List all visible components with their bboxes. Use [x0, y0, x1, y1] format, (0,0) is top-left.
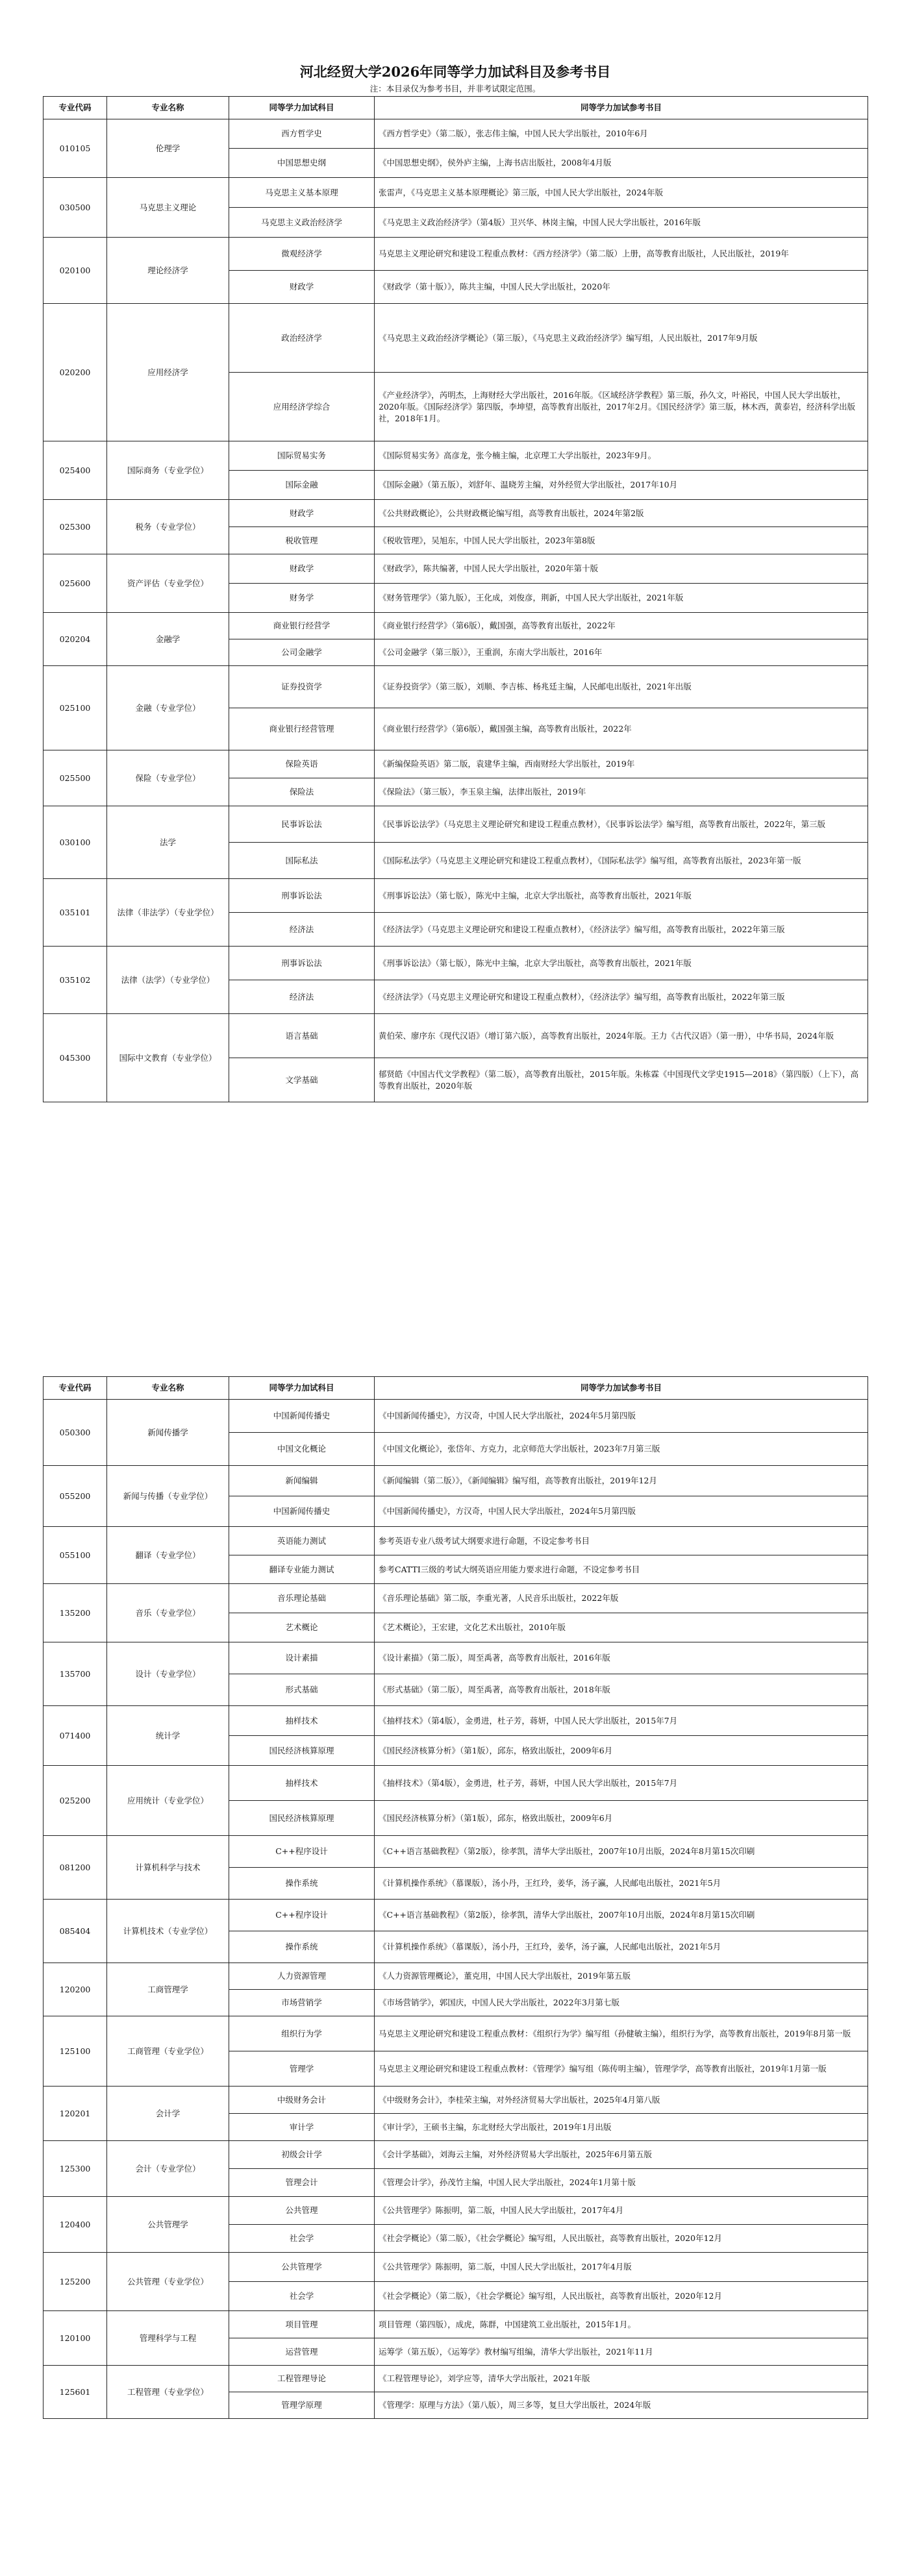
- exam-subject: 语言基础: [229, 1014, 375, 1058]
- exam-subject: 税收管理: [229, 527, 375, 554]
- reference-table-2: [43, 1376, 868, 2419]
- exam-subject: 管理学原理: [229, 2392, 375, 2419]
- reference-books: 运筹学（第五版），《运筹学》教材编写组编，清华大学出版社，2021年11月: [375, 2338, 868, 2366]
- reference-books: 《计算机操作系统》（慕课版），汤小丹，王红玲，姜华，汤子瀛，人民邮电出版社，2021年5月: [375, 1868, 868, 1900]
- exam-subject: 人力资源管理: [229, 1963, 375, 1990]
- document-title: 河北经贸大学2026年同等学力加试科目及参考书目: [299, 64, 611, 80]
- major-name: 设计（专业学位）: [107, 1642, 229, 1706]
- table-row: [44, 441, 868, 471]
- exam-subject: 中国文化概论: [229, 1433, 375, 1466]
- exam-subject: 刑事诉讼法: [229, 947, 375, 980]
- reference-books: 黄伯荣、廖序东《现代汉语》（增订第六版），高等教育出版社，2024年版。王力《古代汉语》（第一册），中华书局，2024年版: [375, 1014, 868, 1058]
- exam-subject: 公司金融学: [229, 639, 375, 666]
- exam-subject: 马克思主义基本原理: [229, 178, 375, 208]
- reference-books: 参考CATTI三级的考试大纲英语应用能力要求进行命题，不设定参考书目: [375, 1555, 868, 1584]
- reference-books: 《公共财政概论》，公共财政概论编写组，高等教育出版社，2024年第2版: [375, 500, 868, 527]
- exam-subject: 管理学: [229, 2051, 375, 2087]
- reference-books: 《产业经济学》，芮明杰，上海财经大学出版社，2016年版。《区域经济学教程》第三版，孙久文，叶裕民，中国人民大学出版社，2020年版。《国际经济学》第四版，李坤望，高等教育出版社，2017年2月。《国民经济学》第三版，林木西，黄泰岩，经济科学出版社，2018年1月。: [375, 373, 868, 441]
- table-row: [44, 2141, 868, 2169]
- major-name: 音乐（专业学位）: [107, 1584, 229, 1642]
- major-name: 应用经济学: [107, 304, 229, 441]
- exam-subject: 抽样技术: [229, 1706, 375, 1736]
- exam-subject: 市场营销学: [229, 1990, 375, 2016]
- exam-subject: 音乐理论基础: [229, 1584, 375, 1613]
- major-name: 国际中文教育（专业学位）: [107, 1014, 229, 1102]
- major-code: 030500: [44, 178, 107, 238]
- reference-books: 《国际金融》（第五版），刘舒年、温晓芳主编，对外经贸大学出版社，2017年10月: [375, 471, 868, 500]
- reference-books: 项目管理（第四版），成虎，陈群，中国建筑工业出版社，2015年1月。: [375, 2311, 868, 2338]
- exam-subject: 财政学: [229, 500, 375, 527]
- document-page-1: [43, 62, 867, 1102]
- exam-subject: 公共管理: [229, 2197, 375, 2225]
- major-name: 计算机技术（专业学位）: [107, 1900, 229, 1963]
- major-name: 工商管理（专业学位）: [107, 2016, 229, 2087]
- reference-books: 马克思主义理论研究和建设工程重点教材：《组织行为学》编写组（孙健敏主编），组织行为学，高等教育出版社，2019年8月第一版: [375, 2016, 868, 2051]
- major-name: 金融（专业学位）: [107, 666, 229, 750]
- major-code: 120200: [44, 1963, 107, 2016]
- exam-subject: 财政学: [229, 554, 375, 584]
- major-code: 120400: [44, 2197, 107, 2253]
- reference-books: 《公司金融学（第三版）》，王重润，东南大学出版社，2016年: [375, 639, 868, 666]
- major-code: 120100: [44, 2311, 107, 2366]
- reference-books: 《会计学基础》，刘海云主编，对外经济贸易大学出版社，2025年6月第五版: [375, 2141, 868, 2169]
- exam-subject: 新闻编辑: [229, 1466, 375, 1496]
- exam-subject: 微观经济学: [229, 238, 375, 271]
- major-name: 资产评估（专业学位）: [107, 554, 229, 613]
- reference-books: 《计算机操作系统》（慕课版），汤小丹，王红玲，姜华，汤子瀛，人民邮电出版社，2021年5月: [375, 1931, 868, 1963]
- major-code: 125100: [44, 2016, 107, 2087]
- major-name: 法学: [107, 806, 229, 879]
- major-name: 保险（专业学位）: [107, 750, 229, 806]
- reference-books: 《证券投资学》（第三版），刘顺、李吉栋、杨兆廷主编，人民邮电出版社，2021年出版: [375, 666, 868, 708]
- reference-books: 《新编保险英语》第二版，袁建华主编，西南财经大学出版社，2019年: [375, 750, 868, 778]
- table-row: [44, 238, 868, 271]
- table-row: [44, 1766, 868, 1801]
- exam-subject: 刑事诉讼法: [229, 879, 375, 913]
- exam-subject: 国民经济核算原理: [229, 1736, 375, 1766]
- major-code: 055100: [44, 1527, 107, 1584]
- major-name: 翻译（专业学位）: [107, 1527, 229, 1584]
- major-code: 125200: [44, 2253, 107, 2311]
- table-row: [44, 1466, 868, 1496]
- major-code: 035101: [44, 879, 107, 947]
- reference-books: 《中国新闻传播史》，方汉奇，中国人民大学出版社，2024年5月第四版: [375, 1400, 868, 1433]
- document-page-2: [43, 1376, 867, 2419]
- header-books: 同等学力加试参考书目: [375, 97, 868, 119]
- major-code: 035102: [44, 947, 107, 1014]
- exam-subject: 抽样技术: [229, 1766, 375, 1801]
- exam-subject: 证券投资学: [229, 666, 375, 708]
- table-row: [44, 1014, 868, 1058]
- major-code: 020100: [44, 238, 107, 304]
- major-code: 135200: [44, 1584, 107, 1642]
- major-name: 公共管理学: [107, 2197, 229, 2253]
- exam-subject: 经济法: [229, 913, 375, 947]
- header-major: 专业名称: [107, 1377, 229, 1400]
- table-row: [44, 500, 868, 527]
- major-name: 计算机科学与技术: [107, 1836, 229, 1900]
- table-row: [44, 1400, 868, 1433]
- table-row: [44, 2087, 868, 2114]
- reference-books: 郁贤皓《中国古代文学教程》（第二版），高等教育出版社，2015年版。朱栋霖《中国现代文学史1915—2018》（第四版）（上下），高等教育出版社，2020年版: [375, 1058, 868, 1102]
- reference-books: 参考英语专业八级考试大纲要求进行命题，不设定参考书目: [375, 1527, 868, 1555]
- major-code: 085404: [44, 1900, 107, 1963]
- table-row: [44, 2311, 868, 2338]
- reference-books: 《社会学概论》（第二版），《社会学概论》编写组，人民出版社，高等教育出版社，2020年12月: [375, 2282, 868, 2311]
- table-row: [44, 1642, 868, 1674]
- major-name: 工商管理学: [107, 1963, 229, 2016]
- reference-books: 《西方哲学史》（第二版），张志伟主编，中国人民大学出版社，2010年6月: [375, 119, 868, 149]
- table-row: [44, 1706, 868, 1736]
- exam-subject: 国际金融: [229, 471, 375, 500]
- reference-books: 《马克思主义政治经济学》（第4版）卫兴华、林岗主编，中国人民大学出版社，2016年版: [375, 208, 868, 238]
- exam-subject: 中国新闻传播史: [229, 1496, 375, 1527]
- exam-subject: 国际贸易实务: [229, 441, 375, 471]
- major-name: 伦理学: [107, 119, 229, 178]
- table-row: [44, 1527, 868, 1555]
- table-row: [44, 879, 868, 913]
- reference-books: 《社会学概论》（第二版），《社会学概论》编写组，人民出版社，高等教育出版社，2020年12月: [375, 2225, 868, 2253]
- major-name: 公共管理（专业学位）: [107, 2253, 229, 2311]
- major-name: 会计（专业学位）: [107, 2141, 229, 2197]
- header-subject: 同等学力加试科目: [229, 97, 375, 119]
- reference-books: 《公共管理学》陈振明，第二版，中国人民大学出版社，2017年4月版: [375, 2253, 868, 2282]
- exam-subject: 商业银行经营管理: [229, 708, 375, 750]
- table-row: [44, 806, 868, 843]
- reference-books: 《管理会计学》，孙茂竹主编，中国人民大学出版社，2024年1月第十版: [375, 2169, 868, 2197]
- major-name: 金融学: [107, 613, 229, 666]
- exam-subject: 项目管理: [229, 2311, 375, 2338]
- major-name: 理论经济学: [107, 238, 229, 304]
- major-code: 025500: [44, 750, 107, 806]
- reference-table-1: [43, 96, 868, 1102]
- exam-subject: 民事诉讼法: [229, 806, 375, 843]
- reference-books: 马克思主义理论研究和建设工程重点教材：《管理学》编写组（陈传明主编），管理学学，高等教育出版社，2019年1月第一版: [375, 2051, 868, 2087]
- reference-books: 马克思主义理论研究和建设工程重点教材：《西方经济学》（第二版）上册，高等教育出版社，人民出版社，2019年: [375, 238, 868, 271]
- table-row: [44, 1900, 868, 1931]
- header-subject: 同等学力加试科目: [229, 1377, 375, 1400]
- reference-books: 《形式基础》（第二版），周至禹著，高等教育出版社，2018年版: [375, 1674, 868, 1706]
- reference-books: 《C++语言基础教程》（第2版），徐孝凯，清华大学出版社，2007年10月出版，2024年8月第15次印刷: [375, 1900, 868, 1931]
- reference-books: 《抽样技术》（第4版），金勇进，杜子芳，蒋妍，中国人民大学出版社，2015年7月: [375, 1766, 868, 1801]
- major-code: 055200: [44, 1466, 107, 1527]
- reference-books: 《中级财务会计》，李桂荣主编，对外经济贸易大学出版社，2025年4月第八版: [375, 2087, 868, 2114]
- reference-books: 《马克思主义政治经济学概论》（第三版），《马克思主义政治经济学》编写组，人民出版社，2017年9月版: [375, 304, 868, 373]
- reference-books: 《艺术概论》，王宏建，文化艺术出版社，2010年版: [375, 1613, 868, 1642]
- table-row: [44, 1963, 868, 1990]
- reference-books: 《税收管理》，吴旭东，中国人民大学出版社，2023年第8版: [375, 527, 868, 554]
- major-code: 010105: [44, 119, 107, 178]
- major-name: 法律（法学）（专业学位）: [107, 947, 229, 1014]
- exam-subject: 设计素描: [229, 1642, 375, 1674]
- major-code: 081200: [44, 1836, 107, 1900]
- exam-subject: 翻译专业能力测试: [229, 1555, 375, 1584]
- exam-subject: 应用经济学综合: [229, 373, 375, 441]
- table-header-row: [44, 1377, 868, 1400]
- table-row: [44, 1584, 868, 1613]
- reference-books: 《审计学》，王硕书主编，东北财经大学出版社，2019年1月出版: [375, 2114, 868, 2141]
- table-row: [44, 2197, 868, 2225]
- major-code: 050300: [44, 1400, 107, 1466]
- exam-subject: 商业银行经营学: [229, 613, 375, 639]
- table-row: [44, 947, 868, 980]
- table-row: [44, 2253, 868, 2282]
- document-note: 注：本目录仅为参考书目，并非考试限定范围。: [369, 84, 541, 93]
- major-name: 新闻传播学: [107, 1400, 229, 1466]
- header-code: 专业代码: [44, 97, 107, 119]
- major-name: 马克思主义理论: [107, 178, 229, 238]
- reference-books: 《人力资源管理概论》，董克用，中国人民大学出版社，2019年第五版: [375, 1963, 868, 1990]
- major-name: 应用统计（专业学位）: [107, 1766, 229, 1836]
- reference-books: 《刑事诉讼法》（第七版），陈光中主编，北京大学出版社，高等教育出版社，2021年版: [375, 879, 868, 913]
- reference-books: 《工程管理导论》，刘学应等，清华大学出版社，2021年版: [375, 2366, 868, 2392]
- exam-subject: 中国新闻传播史: [229, 1400, 375, 1433]
- exam-subject: 初级会计学: [229, 2141, 375, 2169]
- header-code: 专业代码: [44, 1377, 107, 1400]
- major-code: 045300: [44, 1014, 107, 1102]
- major-name: 国际商务（专业学位）: [107, 441, 229, 500]
- major-name: 会计学: [107, 2087, 229, 2141]
- exam-subject: 保险英语: [229, 750, 375, 778]
- exam-subject: 文学基础: [229, 1058, 375, 1102]
- table-row: [44, 2016, 868, 2051]
- reference-books: 《管理学：原理与方法》（第八版），周三多等，复旦大学出版社，2024年版: [375, 2392, 868, 2419]
- exam-subject: 中级财务会计: [229, 2087, 375, 2114]
- reference-books: 《音乐理论基础》第二版，李重光著，人民音乐出版社，2022年版: [375, 1584, 868, 1613]
- exam-subject: 国际私法: [229, 843, 375, 879]
- exam-subject: 英语能力测试: [229, 1527, 375, 1555]
- reference-books: 《市场营销学》，郭国庆，中国人民大学出版社，2022年3月第七版: [375, 1990, 868, 2016]
- reference-books: 《商业银行经营学》（第6版），戴国强，高等教育出版社，2022年: [375, 613, 868, 639]
- major-code: 020204: [44, 613, 107, 666]
- exam-subject: 国民经济核算原理: [229, 1801, 375, 1836]
- major-code: 030100: [44, 806, 107, 879]
- header-major: 专业名称: [107, 97, 229, 119]
- reference-books: 《刑事诉讼法》（第七版），陈光中主编，北京大学出版社，高等教育出版社，2021年版: [375, 947, 868, 980]
- exam-subject: 管理会计: [229, 2169, 375, 2197]
- reference-books: 《财务管理学》（第九版），王化成，刘俊彦，荆新，中国人民大学出版社，2021年版: [375, 584, 868, 613]
- exam-subject: 中国思想史纲: [229, 149, 375, 178]
- exam-subject: 财政学: [229, 271, 375, 304]
- exam-subject: 经济法: [229, 980, 375, 1014]
- major-name: 法律（非法学）（专业学位）: [107, 879, 229, 947]
- exam-subject: 马克思主义政治经济学: [229, 208, 375, 238]
- major-code: 020200: [44, 304, 107, 441]
- table-row: [44, 178, 868, 208]
- reference-books: 《经济法学》（马克思主义理论研究和建设工程重点教材），《经济法学》编写组，高等教育出版社，2022年第三版: [375, 980, 868, 1014]
- exam-subject: 工程管理导论: [229, 2366, 375, 2392]
- major-code: 025100: [44, 666, 107, 750]
- table-header-row: [44, 97, 868, 119]
- major-code: 125601: [44, 2366, 107, 2419]
- exam-subject: 审计学: [229, 2114, 375, 2141]
- reference-books: 张雷声，《马克思主义基本原理概论》第三版，中国人民大学出版社，2024年版: [375, 178, 868, 208]
- major-code: 135700: [44, 1642, 107, 1706]
- major-name: 统计学: [107, 1706, 229, 1766]
- table-row: [44, 2366, 868, 2392]
- major-code: 025400: [44, 441, 107, 500]
- major-code: 025600: [44, 554, 107, 613]
- reference-books: 《财政学》，陈共编著，中国人民大学出版社，2020年第十版: [375, 554, 868, 584]
- major-name: 管理科学与工程: [107, 2311, 229, 2366]
- table-row: [44, 1836, 868, 1868]
- reference-books: 《C++语言基础教程》（第2版），徐孝凯，清华大学出版社，2007年10月出版，2024年8月第15次印刷: [375, 1836, 868, 1868]
- major-name: 新闻与传播（专业学位）: [107, 1466, 229, 1527]
- major-name: 税务（专业学位）: [107, 500, 229, 554]
- exam-subject: 保险法: [229, 778, 375, 806]
- table-row: [44, 554, 868, 584]
- major-code: 125300: [44, 2141, 107, 2197]
- exam-subject: 操作系统: [229, 1931, 375, 1963]
- major-code: 025200: [44, 1766, 107, 1836]
- exam-subject: C++程序设计: [229, 1900, 375, 1931]
- reference-books: 《新闻编辑（第二版）》，《新闻编辑》编写组，高等教育出版社，2019年12月: [375, 1466, 868, 1496]
- exam-subject: 西方哲学史: [229, 119, 375, 149]
- exam-subject: 社会学: [229, 2282, 375, 2311]
- reference-books: 《中国文化概论》，张岱年、方克力，北京师范大学出版社，2023年7月第三版: [375, 1433, 868, 1466]
- reference-books: 《经济法学》（马克思主义理论研究和建设工程重点教材），《经济法学》编写组，高等教育出版社，2022年第三版: [375, 913, 868, 947]
- reference-books: 《保险法》（第三版），李玉泉主编，法律出版社，2019年: [375, 778, 868, 806]
- exam-subject: 运营管理: [229, 2338, 375, 2366]
- reference-books: 《公共管理学》陈振明，第二版，中国人民大学出版社，2017年4月: [375, 2197, 868, 2225]
- table-row: [44, 119, 868, 149]
- reference-books: 《商业银行经营学》（第6版），戴国强主编，高等教育出版社，2022年: [375, 708, 868, 750]
- exam-subject: 形式基础: [229, 1674, 375, 1706]
- reference-books: 《中国思想史纲》，侯外庐主编，上海书店出版社，2008年4月版: [375, 149, 868, 178]
- exam-subject: 政治经济学: [229, 304, 375, 373]
- exam-subject: C++程序设计: [229, 1836, 375, 1868]
- reference-books: 《民事诉讼法学》（马克思主义理论研究和建设工程重点教材），《民事诉讼法学》编写组，高等教育出版社，2022年，第三版: [375, 806, 868, 843]
- reference-books: 《国民经济核算分析》（第1版），邱东，格致出版社，2009年6月: [375, 1801, 868, 1836]
- exam-subject: 操作系统: [229, 1868, 375, 1900]
- table-row: [44, 750, 868, 778]
- exam-subject: 公共管理学: [229, 2253, 375, 2282]
- major-code: 071400: [44, 1706, 107, 1766]
- reference-books: 《中国新闻传播史》，方汉奇，中国人民大学出版社，2024年5月第四版: [375, 1496, 868, 1527]
- exam-subject: 社会学: [229, 2225, 375, 2253]
- header-books: 同等学力加试参考书目: [375, 1377, 868, 1400]
- major-code: 120201: [44, 2087, 107, 2141]
- reference-books: 《国民经济核算分析》（第1版），邱东，格致出版社，2009年6月: [375, 1736, 868, 1766]
- reference-books: 《国际私法学》（马克思主义理论研究和建设工程重点教材），《国际私法学》编写组，高等教育出版社，2023年第一版: [375, 843, 868, 879]
- table-row: [44, 304, 868, 373]
- table-row: [44, 613, 868, 639]
- major-code: 025300: [44, 500, 107, 554]
- reference-books: 《国际贸易实务》高彦龙，张今楠主编，北京理工大学出版社，2023年9月。: [375, 441, 868, 471]
- table-row: [44, 666, 868, 708]
- exam-subject: 艺术概论: [229, 1613, 375, 1642]
- reference-books: 《抽样技术》（第4版），金勇进，杜子芳，蒋妍，中国人民大学出版社，2015年7月: [375, 1706, 868, 1736]
- exam-subject: 组织行为学: [229, 2016, 375, 2051]
- reference-books: 《设计素描》（第二版），周至禹著，高等教育出版社，2016年版: [375, 1642, 868, 1674]
- exam-subject: 财务学: [229, 584, 375, 613]
- reference-books: 《财政学（第十版）》，陈共主编，中国人民大学出版社，2020年: [375, 271, 868, 304]
- major-name: 工程管理（专业学位）: [107, 2366, 229, 2419]
